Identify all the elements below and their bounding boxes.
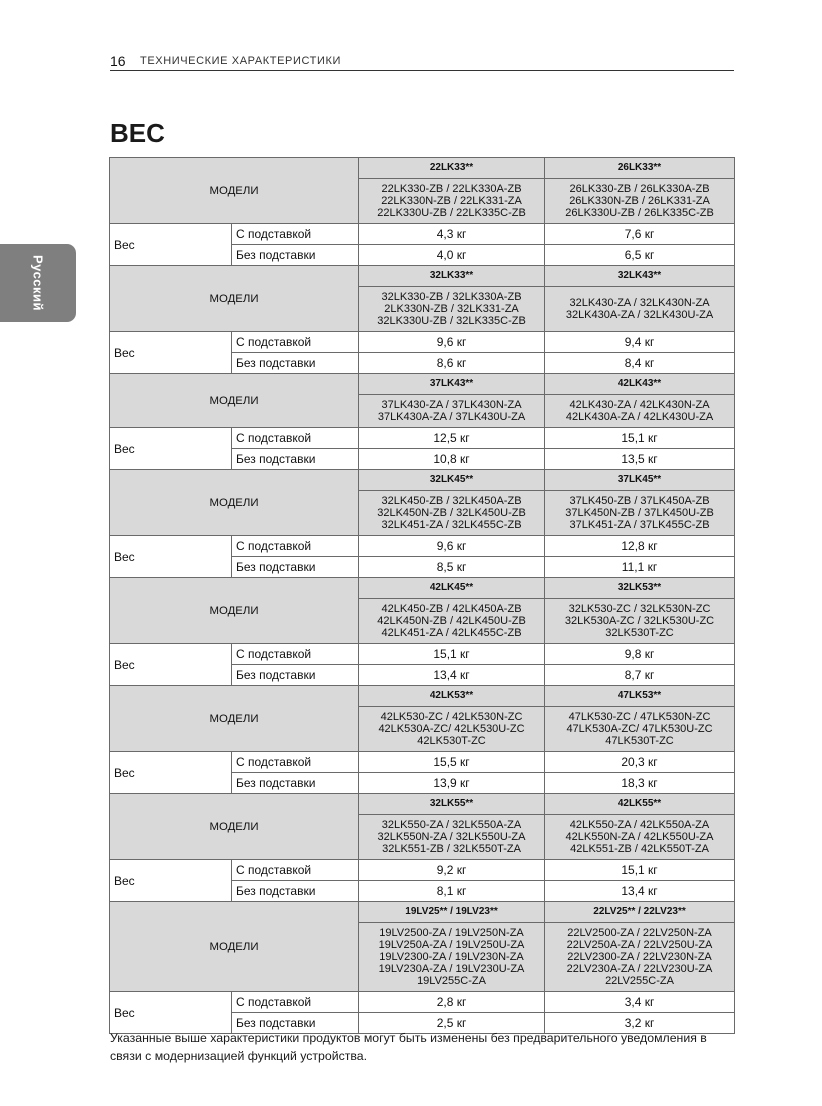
weight-value: 9,8 кг [545,644,735,665]
with-stand-label: С подставкой [232,860,359,881]
model-group-name: 22LK33** [359,158,545,179]
model-list [359,287,545,332]
model-group-name: 37LK43** [359,374,545,395]
models-header: МОДЕЛИ [110,266,359,332]
model-header-row [110,266,735,287]
weight-label: Вес [110,644,232,686]
model-list [359,599,545,644]
model-code: 42LK550-ZA / 42LK550A-ZA [569,819,710,831]
model-code: 47LK530T-ZC [605,735,674,747]
model-list [545,179,735,224]
model-code: 19LV230A-ZA / 19LV230U-ZA [378,963,525,975]
model-code: 42LK530T-ZC [417,735,486,747]
weight-label: Вес [110,224,232,266]
weight-with-stand-row [110,224,735,245]
with-stand-label: С подставкой [232,752,359,773]
model-group-name: 32LK45** [359,470,545,491]
model-code: 22LV230A-ZA / 22LV230U-ZA [566,963,713,975]
weight-with-stand-row [110,752,735,773]
weight-value: 15,1 кг [545,428,735,449]
model-list [545,287,735,332]
model-code: 32LK430A-ZA / 32LK430U-ZA [565,309,714,321]
weight-value: 18,3 кг [545,773,735,794]
model-group-name: 37LK45** [545,470,735,491]
models-header: МОДЕЛИ [110,902,359,992]
weight-value: 2,8 кг [359,992,545,1013]
weight-with-stand-row [110,428,735,449]
model-code: 32LK530A-ZC / 32LK530U-ZC [564,615,715,627]
model-code: 32LK451-ZA / 32LK455C-ZB [381,519,522,531]
weight-value: 13,4 кг [359,665,545,686]
model-code: 26LK330U-ZB / 26LK335C-ZB [565,207,714,219]
weight-value: 7,6 кг [545,224,735,245]
weight-value: 9,6 кг [359,536,545,557]
weight-label: Вес [110,428,232,470]
model-code: 32LK450N-ZB / 32LK450U-ZB [377,507,526,519]
with-stand-label: С подставкой [232,428,359,449]
model-code: 42LK530-ZC / 42LK530N-ZC [380,711,523,723]
model-code: 22LV255C-ZA [605,975,674,987]
language-side-tab [0,244,76,322]
model-list [545,491,735,536]
weight-value: 20,3 кг [545,752,735,773]
weight-value: 8,7 кг [545,665,735,686]
model-code: 22LK330U-ZB / 22LK335C-ZB [377,207,526,219]
without-stand-label: Без подставки [232,449,359,470]
weight-value: 8,6 кг [359,353,545,374]
model-group-name: 32LK33** [359,266,545,287]
model-code: 19LV250A-ZA / 19LV250U-ZA [378,939,525,951]
model-list [359,923,545,992]
model-code: 42LK530A-ZC/ 42LK530U-ZC [378,723,525,735]
model-list [359,815,545,860]
models-header: МОДЕЛИ [110,470,359,536]
model-code: 22LK330-ZB / 22LK330A-ZB [381,183,522,195]
model-code: 32LK530T-ZC [605,627,674,639]
model-code: 47LK530-ZC / 47LK530N-ZC [568,711,711,723]
without-stand-label: Без подставки [232,881,359,902]
model-list [545,923,735,992]
model-code: 26LK330-ZB / 26LK330A-ZB [569,183,710,195]
weight-value: 12,8 кг [545,536,735,557]
models-header: МОДЕЛИ [110,578,359,644]
weight-with-stand-row [110,860,735,881]
model-code: 32LK550-ZA / 32LK550A-ZA [381,819,522,831]
with-stand-label: С подставкой [232,644,359,665]
model-group-name: 19LV25** / 19LV23** [359,902,545,923]
footnote: Указанные выше характеристики продуктов могут быть изменены без предварительного уведомления в связи с модернизацией функций устройства. [110,1031,707,1063]
weight-value: 9,4 кг [545,332,735,353]
without-stand-label: Без подставки [232,557,359,578]
with-stand-label: С подставкой [232,332,359,353]
model-code: 37LK430A-ZA / 37LK430U-ZA [377,411,526,423]
model-group-name: 42LK45** [359,578,545,599]
weight-value: 10,8 кг [359,449,545,470]
model-list [359,179,545,224]
without-stand-label: Без подставки [232,665,359,686]
without-stand-label: Без подставки [232,353,359,374]
model-header-row [110,794,735,815]
page-header-title: ТЕХНИЧЕСКИЕ ХАРАКТЕРИСТИКИ [140,55,341,67]
with-stand-label: С подставкой [232,992,359,1013]
without-stand-label: Без подставки [232,1013,359,1034]
model-code: 42LK450-ZB / 42LK450A-ZB [381,603,522,615]
page-number: 16 [110,53,126,69]
weight-value: 3,4 кг [545,992,735,1013]
weight-value: 4,0 кг [359,245,545,266]
model-code: 32LK330-ZB / 32LK330A-ZB [381,291,522,303]
without-stand-label: Без подставки [232,773,359,794]
weight-value: 8,5 кг [359,557,545,578]
weight-value: 15,5 кг [359,752,545,773]
model-group-name: 47LK53** [545,686,735,707]
model-header-row [110,470,735,491]
models-header: МОДЕЛИ [110,794,359,860]
model-code: 22LV2300-ZA / 22LV230N-ZA [567,951,712,963]
weight-with-stand-row [110,644,735,665]
weight-value: 15,1 кг [545,860,735,881]
weight-label: Вес [110,992,232,1034]
model-group-name: 26LK33** [545,158,735,179]
model-code: 22LK330N-ZB / 22LK331-ZA [381,195,522,207]
weight-with-stand-row [110,536,735,557]
header-divider [110,70,734,71]
weight-label: Вес [110,536,232,578]
model-code: 42LK550N-ZA / 42LK550U-ZA [565,831,714,843]
model-header-row [110,578,735,599]
model-list [359,707,545,752]
model-code: 2LK330N-ZB / 32LK331-ZA [384,303,519,315]
model-code: 19LV2300-ZA / 19LV230N-ZA [379,951,524,963]
model-code: 32LK551-ZB / 32LK550T-ZA [382,843,521,855]
weight-label: Вес [110,332,232,374]
model-code: 19LV2500-ZA / 19LV250N-ZA [379,927,524,939]
weight-value: 11,1 кг [545,557,735,578]
model-code: 42LK430-ZA / 42LK430N-ZA [569,399,710,411]
model-code: 37LK450-ZB / 37LK450A-ZB [569,495,710,507]
models-header: МОДЕЛИ [110,374,359,428]
model-code: 32LK530-ZC / 32LK530N-ZC [568,603,711,615]
model-code: 37LK430-ZA / 37LK430N-ZA [381,399,522,411]
model-code: 22LV250A-ZA / 22LV250U-ZA [566,939,713,951]
weight-value: 2,5 кг [359,1013,545,1034]
model-code: 32LK450-ZB / 32LK450A-ZB [381,495,522,507]
weight-label: Вес [110,860,232,902]
model-header-row [110,158,735,179]
model-group-name: 32LK55** [359,794,545,815]
weight-label: Вес [110,752,232,794]
model-code: 32LK550N-ZA / 32LK550U-ZA [377,831,526,843]
weight-value: 8,1 кг [359,881,545,902]
model-list [545,707,735,752]
weight-value: 15,1 кг [359,644,545,665]
model-list [545,395,735,428]
model-header-row [110,686,735,707]
model-header-row [110,902,735,923]
with-stand-label: С подставкой [232,224,359,245]
model-code: 32LK430-ZA / 32LK430N-ZA [569,297,710,309]
weight-value: 9,6 кг [359,332,545,353]
model-code: 42LK451-ZA / 42LK455C-ZB [381,627,522,639]
model-group-name: 42LK55** [545,794,735,815]
weight-with-stand-row [110,992,735,1013]
weight-value: 12,5 кг [359,428,545,449]
weight-table [109,157,735,1034]
model-code: 32LK330U-ZB / 32LK335C-ZB [377,315,526,327]
model-list [545,599,735,644]
model-code: 22LV2500-ZA / 22LV250N-ZA [567,927,712,939]
with-stand-label: С подставкой [232,536,359,557]
weight-value: 9,2 кг [359,860,545,881]
model-header-row [110,374,735,395]
weight-value: 6,5 кг [545,245,735,266]
model-group-name: 42LK43** [545,374,735,395]
model-code: 42LK450N-ZB / 42LK450U-ZB [377,615,526,627]
model-group-name: 32LK43** [545,266,735,287]
without-stand-label: Без подставки [232,245,359,266]
weight-value: 13,5 кг [545,449,735,470]
model-code: 37LK450N-ZB / 37LK450U-ZB [565,507,714,519]
model-group-name: 32LK53** [545,578,735,599]
models-header: МОДЕЛИ [110,686,359,752]
weight-value: 13,9 кг [359,773,545,794]
model-code: 37LK451-ZA / 37LK455C-ZB [569,519,710,531]
model-list [359,395,545,428]
weight-value: 3,2 кг [545,1013,735,1034]
models-header: МОДЕЛИ [110,158,359,224]
model-code: 26LK330N-ZB / 26LK331-ZA [569,195,710,207]
model-code: 19LV255C-ZA [417,975,486,987]
weight-value: 8,4 кг [545,353,735,374]
model-list [359,491,545,536]
model-group-name: 42LK53** [359,686,545,707]
weight-with-stand-row [110,332,735,353]
language-label: Русский [30,254,46,312]
weight-value: 13,4 кг [545,881,735,902]
model-code: 47LK530A-ZC/ 47LK530U-ZC [566,723,713,735]
weight-value: 4,3 кг [359,224,545,245]
model-code: 42LK551-ZB / 42LK550T-ZA [570,843,709,855]
model-group-name: 22LV25** / 22LV23** [545,902,735,923]
model-list [545,815,735,860]
section-title: ВЕС [110,118,165,148]
model-code: 42LK430A-ZA / 42LK430U-ZA [565,411,714,423]
